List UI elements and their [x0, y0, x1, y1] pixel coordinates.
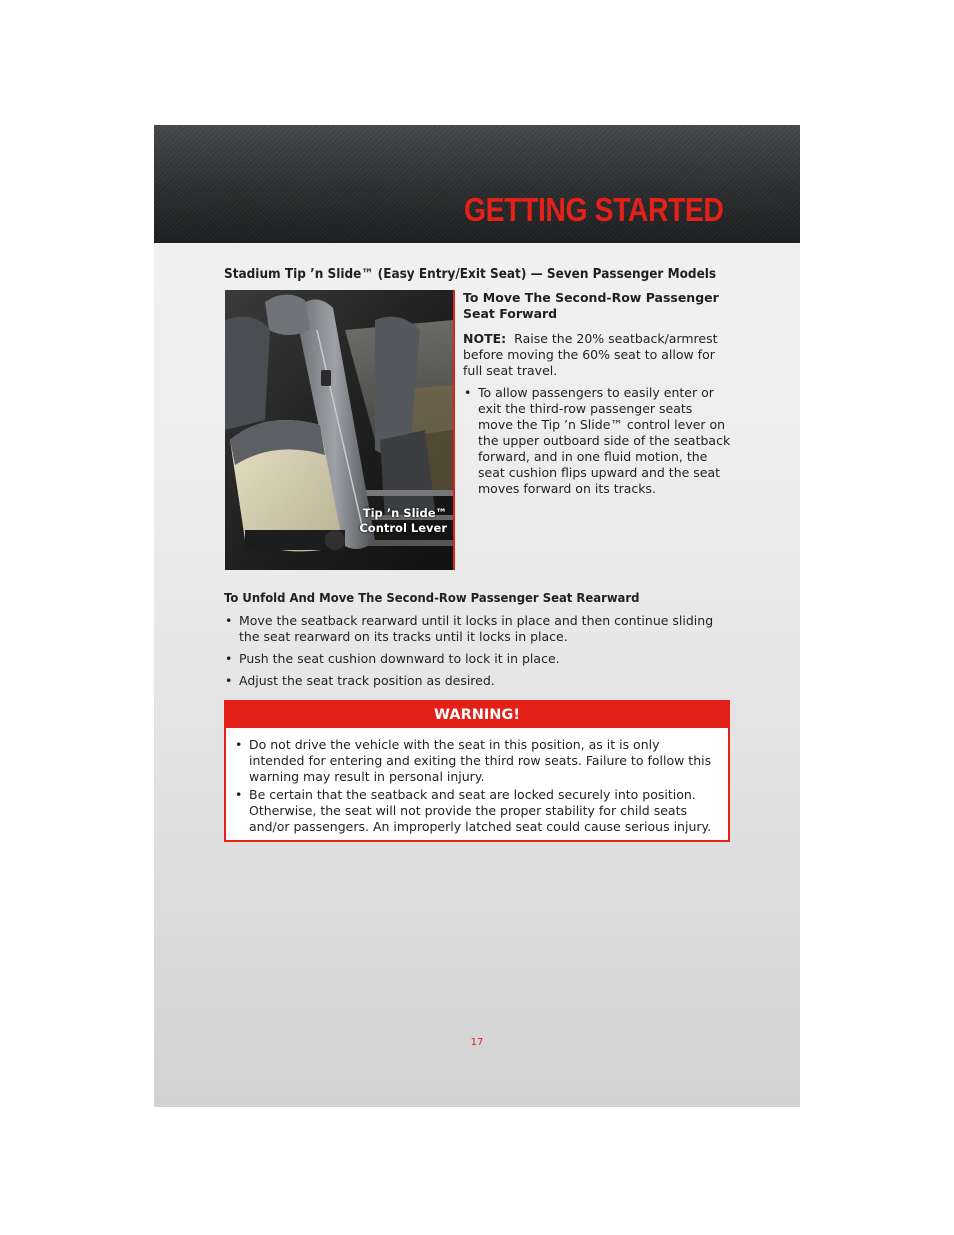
list-item: • Be certain that the seatback and seat are locked securely into position. Otherwise, the seat will not provide the proper stability for child seats and/or passengers. An improperly latched seat could cause serious injury.: [234, 787, 718, 835]
rearward-section: [224, 590, 724, 695]
warning-bullets: [234, 737, 718, 835]
photo-caption-line2: Control Lever: [359, 521, 447, 535]
forward-bullets: [463, 385, 731, 497]
list-item: • Adjust the seat track position as desired.: [224, 673, 724, 689]
header-band: [154, 125, 800, 243]
list-item: • To allow passengers to easily enter or exit the third-row passenger seats move the Tip ’n Slide™ control lever on the upper outboard side of the seatback forward, and in one fluid motion, the seat cushion flips upward and the seat moves forward on its tracks.: [463, 385, 731, 497]
page-number: 17: [470, 1037, 484, 1048]
warning-body: [226, 728, 728, 835]
photo-caption-line1: Tip ’n Slide™: [362, 506, 447, 520]
list-item: • Push the seat cushion downward to lock it in place.: [224, 651, 724, 667]
photo-caption: [357, 506, 447, 536]
warning-box: [224, 700, 730, 842]
rearward-bullets: [224, 613, 724, 689]
list-item: • Do not drive the vehicle with the seat in this position, as it is only intended for entering and exiting the third row seats. Failure to follow this warning may result in personal injury.: [234, 737, 718, 785]
topic-heading: Stadium Tip ’n Slide™ (Easy Entry/Exit Seat) — Seven Passenger Models: [224, 267, 717, 282]
seat-photo: [225, 290, 455, 570]
warning-title: WARNING!: [226, 702, 728, 728]
forward-section: [463, 290, 731, 503]
manual-page: [154, 125, 800, 1107]
list-item: • Move the seatback rearward until it locks in place and then continue sliding the seat rearward on its tracks until it locks in place.: [224, 613, 724, 645]
note-paragraph: [463, 331, 731, 379]
rearward-heading: To Unfold And Move The Second-Row Passenger Seat Rearward: [224, 590, 640, 605]
forward-heading: To Move The Second-Row Passenger Seat Forward: [463, 290, 719, 321]
section-title: GETTING STARTED: [464, 191, 724, 228]
note-text: Raise the 20% seatback/armrest before moving the 60% seat to allow for full seat travel.: [463, 331, 718, 378]
note-label: NOTE:: [463, 331, 507, 346]
